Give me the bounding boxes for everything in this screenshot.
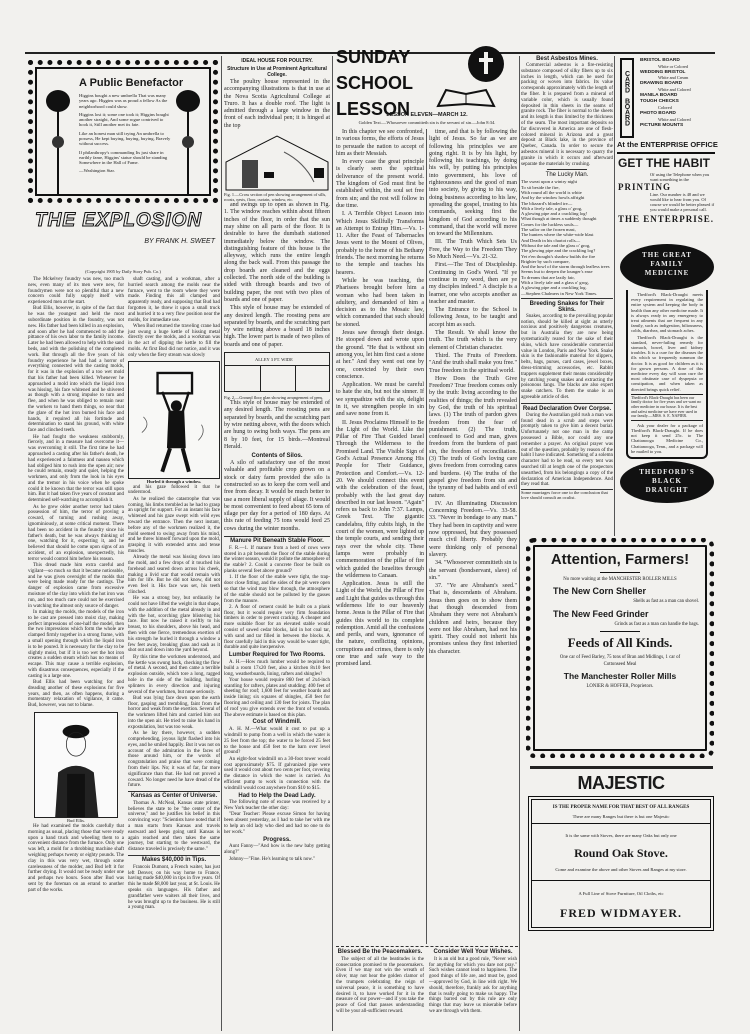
card-item-name: MANILA BOARD	[640, 92, 678, 98]
poem-line: Brighter by such compare,	[521, 258, 570, 264]
poem-line: And by the window howls affright	[521, 195, 585, 201]
divider	[530, 766, 713, 769]
card-item-name: TOUGH CHECKS	[640, 99, 679, 105]
paragraph: and swings up to open as shown in Fig. 1. The window reaches within about fifteen inches of the floor, in order that the sun may shine on all parts of the floor. It is desirable to have the dumbath stationed immediately below the window. The distinguishing feature of this house is the alleyway, which runs the entire length along the back wall. From this passage the drop boards are cleaned and the eggs collected. The north side of the building is sided with through boards and two of building paper, the rest with two plies of boards and one of paper.	[224, 202, 330, 303]
ad-text: Line. Our number is 48 and we would like to hear from you. Of course we would be better pleased if you would make a personal call.	[650, 192, 715, 212]
paragraph: In this chapter we see confronted, in various forms, the efforts of Jesus to persuade the nation to accept of him as their Messiah.	[336, 129, 424, 157]
ad-text: No more waiting at the MANCHESTER ROLLER MILLS	[563, 577, 677, 582]
paragraph: Application. We must be careful to hate the sin, but not the sinner. If we sympathize with the sin, delight in it, we strengthen people in sin and save none from it.	[336, 382, 424, 418]
card-item-name: PICTURE MOUNTS	[640, 122, 684, 128]
paragraph: Thomas A. McNeal, Kansas state printer, believes the state to be "the center of the universe," and he justifies his belief in this convincing way: "Scientists have noted that if a man starts from Kansas and travels eastward and keeps going until Kansas is again reached and then takes the same journey, but starting to the westward, the distance traveled is precisely the same."	[128, 800, 220, 853]
ad-text: There are many Ranges but there is but one Majestic	[532, 812, 710, 824]
paragraph: Application. Jesus is still the Light of the World, the Pillar of Fire and Light that guides us through this wilderness life to our heavenly home. Jesus is the Pillar of Fire that guides this world to its complete redemption. Amid all the confusions and perils, and wars, ignorance of the nature, conflicting opinions, corruptions and crimes, there is only one true and safe way to the promised land.	[336, 581, 424, 668]
paragraph: A silo of satisfactory use of the most valuable and profitable crop grown on a stock or dairy farm provided the silo is constructed so as to keep the corn well and free from decay. It would be much better to use a more liberal supply of silage. It would be most convenient to feed about 65 tons of silage per day for a period of 180 days. At this rate of feeding 75 tons would feed 25 cows during the winter months.	[224, 460, 330, 532]
column-rule	[426, 129, 427, 944]
poem-line: —Stephen Chalmers in New York Times.	[521, 290, 598, 296]
article-heading: Breeding Snakes for Their Skins.	[529, 300, 605, 313]
ad-printing: PRINTING	[618, 182, 672, 192]
paragraph: Thedford's Black-Draught is the standard, never-failing remedy for stomach, bowel, liver and kidney troubles. It is a cure for the diseases the ills which so frequently summon the doctor. It is as good for children as it is for grown persons. A dose of this medicine every day will soon cure the most obstinate case of dyspepsia or constipation, and when taken as directed brings quick relief.	[631, 334, 703, 392]
ad-text: IS THE PROPER NAME FOR THAT BEST OF ALL RANGES	[552, 805, 690, 810]
palm-tree-icon	[45, 87, 71, 197]
paragraph: The poultry house represented in the accompanying illustrations is that in use at the Nova Scotia Agricultural College at Truro. It has a double roof. The light is admitted through a large window in the front of each individual pen; it is hinged at the top	[224, 79, 330, 129]
card-item-detail: White and Colored	[658, 86, 691, 92]
diagram-label: ALLEY 3 FT. WIDE	[255, 357, 293, 363]
article-heading: Progress.	[263, 836, 291, 843]
paragraph: "Dear Teacher: Please excuse Simon for having been absent yesterday, as I had to take her with me to help an old lady who died and had no one to do her work."	[224, 812, 330, 835]
poem-line: The blizzard's blinded ire—	[521, 200, 573, 206]
paragraph: Commercial asbestos is a fire-resisting substance composed of silky fibers up to six inches in length, which can be used for packing or woven into fabrics. Its value corresponds approximately with the length of the fiber. It is prepared from a mineral of variable color, which is usually found deposited in thin sheets in the seams of granite rock. The fiber is normal to the sheets and its length is thus limited by the thickness of the seam. The most important deposits so far discovered in America are one of flesh-colored mineral in Arizona and a great deposit at Black lake, in the province of Quebec, Canada. In order to secure the asbestos mineral it is necessary to quarry the granite in which it occurs and afterward separate the materials by crushing.	[521, 63, 613, 167]
paragraph: Already the metal was hissing down into the mold, and a few drops of it touched his forehead and seared down across his cheek, making a livid scar that would remain with him for life. But he did not know, did not even feel it. His face was set, his teeth clinched.	[128, 555, 220, 595]
paragraph: The following note of excuse was received by a New York teacher the other day:	[224, 800, 330, 812]
byline: BY FRANK H. SWEET	[144, 238, 215, 245]
article-heading: Contents of Silos.	[251, 453, 303, 460]
paragraph: The subject of all the beatitudes is the consecration promised to the peacemakers. Even if we may not win the wreath of olive; may not hear the golden clamor of the trumpets celebrating the reign of universal peace, it is something to have desired it, to have worked for it in the measure of our power—and if you take the peace of God that passes understanding will be your all-sufficient reward.	[336, 956, 424, 1014]
majestic-ad	[528, 772, 714, 931]
paragraph: 34. "Whosoever committeth sin is the servant (bondservant, slave) of sin."	[429, 560, 517, 581]
poem-line: To dreams that are lazily fair,	[521, 274, 575, 280]
portrait-caption: Bud Ellis.	[66, 817, 85, 823]
paragraph: IV. An Illuminating Discussion Concerning Freedom.—Vs. 33-58. 33. "Never in bondage to any man." They had been in captivity and were now oppressed, but they possessed much civil liberty. Probably they were thinking only of personal slavery.	[429, 500, 517, 558]
paragraph: 1. If the floor of the stable were tight, the trap-door close fitting, and the sides of the pit were open so that the wind may blow through, the atmosphere of the stable should not be polluted by the gasses from the manure.	[224, 575, 330, 604]
card-board-ad	[618, 56, 715, 140]
credit: —Washington Star.	[79, 167, 115, 173]
masthead-text: SUNDAY SCHOOL LESSON	[336, 47, 413, 119]
column-3	[224, 58, 330, 863]
boy-portrait-icon	[35, 713, 117, 817]
ad-text: Of using the Telephone when you want something in the	[650, 172, 710, 182]
copyright: (Copyright 1905 by Daily Story Pub. Co.)	[85, 269, 161, 274]
paragraph: III. The Truth Which Sets Us Free, the Way to the Freedom They So Much Need.—Vs. 21-32.	[429, 239, 517, 261]
paragraph: Snakes, according to the prevailing popular notion, should be killed at sight as utterly noxious and positively dangerous creatures, but in Australia they are now being systematically reared for the sake of their skins, which have considerable commercial value in London, Paris and New York. Snake skin is the fashionable material for slippers, belts, bags, purses, card cases, jewel boxes, dress-trimming accessories, etc. Rabbit trappers supplement their means considerably by catching young snakes and extracting the poisonous fangs. The blacks are also expert snake catchers. To them the snake is an agreeable article of diet.	[521, 313, 613, 401]
mill-name: The Manchester Roller Mills	[563, 671, 677, 681]
portrait-illustration	[34, 712, 118, 818]
ad-text: A Full Line of Stove Furniture, Oil Cloths, etc	[578, 891, 664, 896]
filler-note: Some marriages force one to the conclusion that love should consult an oculist.	[521, 489, 613, 500]
product-name: The New Feed Grinder	[553, 609, 649, 619]
thedfords-logo: THEDFORD'S BLACK DRAUGHT	[620, 461, 714, 503]
poem-line: The sailor on the frozen mast,	[521, 227, 576, 233]
ad-text: It is the same with Stoves, there are many Oaks but only one	[565, 833, 677, 838]
poem-line: Yet e'en thought's shadow builds the fire	[521, 253, 596, 259]
poem-line: A glowing pipe and a crackling log!	[521, 211, 588, 217]
public-benefactor-box	[28, 60, 218, 203]
paragraph: This style of house may be extended of any desired length. The roosting pens are separated by boards, and the scratching part by wire netting above, with the doors which are hung to swing both ways. The pens are 8 by 10 feet, for 15 birds.—Montreal Herald.	[224, 400, 330, 450]
paragraph: He had examined the molds carefully that morning as usual, placing those that were ready upon a hand truck and wheeling them to a convenient distance from the furnace. Only one was left, a mold for a throbbing machine shaft weighing perhaps twenty or eighty pounds. The clay in this was very wet, through some carelessness of the molder, and Bud left it for further drying. It would not be ready under one and perhaps two hours. Soon after Bud was sent by the foreman on an errand to another part of the works.	[28, 823, 124, 893]
story-masthead	[35, 210, 215, 268]
cross-sunburst-icon	[466, 44, 506, 84]
attention-farmers-ad	[526, 538, 714, 758]
product-desc: Grinds as fast as a man can handle the bags.	[614, 622, 699, 627]
article-heading: Lumber Required for Two Rooms.	[228, 652, 326, 659]
card-item-name: DRAWING BOARD	[640, 81, 683, 87]
card-item-detail: White and Cream	[658, 75, 689, 81]
paragraph: How Does the Truth Give Freedom? True freedom comes only by the truth: living according to the realities of things; the truth revealed by God, the truth of his spiritual laws. (1) The truth of pardon gives freedom from the fear of punishment. (2) The truth, confessed to God and man, gives freedom from the burdens of past sin, the freedom of reconciliation. (3) The truth of God's loving care gives freedom from corroding cares and burdens. (4) The truths of the gospel give freedom from sin and the tyranny of bad habits and of evil nature.	[429, 375, 517, 499]
article-heading: Makes $40,000 in Tips.	[141, 857, 207, 864]
illustration-caption: Hurled it through a window.	[146, 478, 202, 484]
article-heading: Had to Help the Dead Lady.	[238, 792, 316, 799]
lesson-column-2	[429, 129, 517, 657]
poem-line: The hunters where the white-wide blast	[521, 232, 594, 238]
card-item-name: PHOTO BOARD	[640, 110, 676, 116]
figure-caption: Fig. 2.—Ground floor plan showing arrangement of pens.	[224, 395, 324, 401]
paragraph: As he lay there, however, a sudden comprehending, joyous light flashed into his eyes, and he smiled happily. But it was not on account of the admiration in the faces of those around him, or the words of congratulation and praise that were coming from their lips. No; it was of far, far more significance than that. He had not proved a coward. No longer need he have dread of the future.	[128, 731, 220, 789]
paragraph: 37. "Ye are Abraham's seed." That is, descendants of Abraham. Jesus then goes on to show them that though descended from Abraham they were not Abraham's children and heirs, because they were not like Abraham, had not his spirit. They could not inherit his promises unless they first inherited his character.	[429, 583, 517, 655]
verse: Higgins lost it; some one took it; Higgins bought another straight, And some rogue contrived to hook it, Still another met its fate.	[79, 111, 169, 128]
paragraph: I. A Terrible Object Lesson into Which Jesus Skillfully Transforms an Attempt to Entrap Him.—Vs. 1-11. After the Feast of Tabernacles Jesus went to the Mount of Olives, probably to the home of his Bethany friends. The next morning he returns to the temple and teaches his hearers.	[336, 211, 424, 276]
ad-text: Come and examine the above and other Stoves and Ranges at my store.	[532, 867, 710, 881]
poem-line: Seems but to deepen the lounger's ease	[521, 269, 593, 275]
paragraph: When Bud returned the traveling crane had just swung a huge kettle of hissing metal directly over the molds, and a workman was in the act of dipping the kettle to fill the molds. At first Bud did not notice, and it was only when the fiery stream was slowly	[128, 323, 220, 358]
black-draught-ad	[620, 244, 714, 503]
card-board-label: CARD BOARD	[620, 58, 634, 138]
paragraph: By this time the workmen understood, and the kettle was swung back, checking the flow of metal. A second, and then came a terrible explosion outside, which tore a long, ragged hole in the side of the building, hurling splinters in every direction and injuring several of the workmen, but none seriously.	[128, 654, 220, 695]
paragraph: F. R.—1. If manure from a herd of cows were stored in a pit beneath the floor of the stable during the winter season, would it pollute the atmosphere of the stable? 2. Could a concrete floor be built on planks several feet above ground?	[224, 545, 330, 575]
golden-text: Golden Text.—Whosoever committeth sin is the servant of sin.—John 8:34.	[358, 120, 496, 125]
paragraph: The Entrance to the School is following Jesus, to be taught and accept him as such.	[429, 307, 517, 328]
article-kicker: IDEAL HOUSE FOR POULTRY.	[241, 58, 313, 64]
paragraph: While he was teaching, the Pharisees brought before him a woman who had been taken in adultery, and demanded of him a decision as to the Mosaic law, which commanded that such should be stoned.	[336, 277, 424, 328]
paragraph: He was a strong boy, but ordinarily he could not have lifted the weight in that shape, with the addition of the metal already in and with the hot, scorching glare blistering his face. But now he raised it swiftly to his breast, to his shoulders, above his head, and then with one fierce, tremendous exertion of his strength he hurled it through a window a few feet away, breaking glass and sash as it shot out and down into the yard beyond.	[128, 596, 220, 654]
paragraph: Francois Dumont, a French waiter, has just left Denver, on his way home to France, having made $40,000 in tips in five years. Of this he made $8,000 last year, at St. Louis. He speaks six languages. His father and grandfather were waiters all their lives, and he was brought up to the business. He is still a young man.	[128, 864, 220, 911]
product-name: The New Corn Sheller	[553, 586, 647, 596]
tips-article	[128, 855, 220, 911]
poultry-article	[224, 58, 330, 533]
paragraph: As he grew older another terror had taken possession of him, the terror of proving a coward, of turning and rushing away, ignominiously, at some critical moment. There had been no accident in the foundry since his father's death, but he was always thinking of one, watching for it, expecting it, and he believed that should he come upon signs of an accident, of an explosion, unexpectedly, his terror would control him before his reason.	[28, 504, 124, 562]
peacemakers-article	[336, 948, 424, 1015]
paragraph: He had fought the weakness stubbornly, fiercely, and in a measure had overcome it—was overcoming it still. The first time he had approached a casting after his father's death, he had experienced a faintness and nausea which had obliged him to rush into the open air; now he could remain, steady and quiet, helping the workmen, and only from the look in his eyes and the tremor in his voice when he spoke could it be known that the terror was still upon him. But it had taken five years of constant and determined self-watching to accomplish it.	[28, 434, 124, 504]
paragraph: Thedford's Black-Draught meets every requirement in regulating the entire system and keeping the body in health than any other medicine made. It is always ready in any emergency to treat ailments that are frequent in any family, such as indigestion, biliousness, colds, diarrhea, and stomach aches.	[631, 292, 703, 334]
paragraph: shaft casting, and a workman, after a hurried search among the molds near the furnace, went to the room where they were made. Finding this all clamped and apparently ready, and supposing that Bud had forgotten it, he threw it upon a small truck and hurried it to a very flow position near the molds, for immediate use.	[128, 277, 220, 323]
enterprise-office-line: At the ENTERPRISE OFFICE	[617, 140, 715, 154]
poem-line: With round all the world is white	[521, 189, 582, 195]
paragraph: In making the molds, the models of the iron to be cast are pressed into moist clay, making perfect impressions of one-half the model, then the two impressions which form the whole are clamped firmly together in a strong frame, with a small opening through which the liquid iron is to be poured. It is necessary for the clay to be slightly moist, but if it is too wet the hot iron creates a sudden steam which has no means of escape. This may cause a terrible explosion, with disastrous consequences, especially if the casting is a large one.	[28, 609, 124, 679]
article-heading: Structure in Use at Prominent Agricultural College.	[227, 66, 327, 78]
article-heading: Manure Pit Beneath Stable Floor.	[230, 538, 324, 545]
poem-line: To sit beside the fire,	[521, 184, 560, 190]
paragraph: 2. A floor of cement could be built on a plank floor, but it would require very firm foundation timbers in order to prevent cracking. A cheaper and more suitable floor for an elevated stable would consist of sawed cedar blocks, laid in hot coal tar, with sand and tar filled in between the blocks. A floor carefully laid in this way would be water tight, durable and quite inexpensive.	[224, 604, 330, 651]
poem-line: With a lively tale, a glass o' grog,	[521, 205, 583, 211]
paragraph: In every case the great principle is clearly seen the spiritual deliverance of the present world. The kingdom of God must first be established within, the soul set free from sin; and the rest will follow in due time.	[336, 159, 424, 209]
article-heading: Kansas as Center of Universe.	[130, 793, 218, 800]
poem-line: Without the tale and the glass o' grog,	[521, 242, 591, 248]
poultry-house-cross-section-diagram	[224, 132, 330, 192]
card-item-name: BRISTOL BOARD	[640, 58, 680, 63]
paragraph: During the Australian gold rush a man was found dead in a scrub and steps were promptly taken to give him a decent burial. Unfortunately not one man in the camp possessed a Bible, nor could any one remember a prayer. An original prayer was out of the question, probably by reason of the habit I have indicated. Something of a solemn character had to be read, so every tent was searched till at length one of the prospectors unearthed, from his belongings a copy of the declaration of American Independence. And they read that.	[521, 412, 613, 488]
article-heading: Consider Well Your Wishes.	[433, 949, 513, 955]
story-column-2	[128, 277, 220, 912]
card-item-name: WEDDING BRISTOL	[640, 69, 686, 75]
story-title: THE EXPLOSION	[35, 210, 203, 231]
ad-headline: Attention, Farmers!	[550, 551, 690, 568]
card-item-detail: White and Colored	[658, 116, 691, 122]
card-items	[640, 57, 714, 128]
paragraph: Jesus saw through their design. He stooped down and wrote upon the ground. "He that is without sin among you, let him first cast a stone at her." And they went out one by one, convicted by their own conscience.	[336, 330, 424, 380]
paragraph: Your house would require 860 feet of 2x4-inch scantling for rafters, plates and studding; 400 feet of sheeting for roof; 1,600 feet for weather boards and inside lining; six squares of shingles, 450 feet for flooring and ceiling and 130 feet for joists. The plan of roof you give extends over the front of veranda. The above estimate is based on this plan.	[224, 677, 330, 718]
palm-tree-icon	[175, 87, 201, 197]
verse: Higgins bought a new umbrella That was many years ago. Higgins was as proud a fellow As the neighborhood could show.	[79, 93, 168, 109]
hurled-illustration	[128, 361, 220, 479]
paragraph: Aunt Fanny—"And how is the new baby getting along?"	[224, 844, 330, 856]
column-rule	[519, 56, 520, 1031]
poem-line: A glowing pipe and a crackling log.	[521, 285, 587, 291]
column-rule	[332, 56, 333, 1031]
proprietors: LONIER & HOFFER, Proprietors.	[586, 684, 654, 689]
verse: Like an honest man still trying An umbrella to possess, He kept buying, buying, buying, Bravely without success.	[79, 130, 171, 147]
get-the-habit-ad	[618, 156, 715, 224]
paragraph: Ask your dealer for a package of Thedford's Black-Draught. If he does not keep it send 25c. to The Chattanooga Medicine Co., Chattanooga, Tenn., and a package will be mailed to you.	[631, 422, 703, 454]
article-heading: Cost of Windmill.	[252, 719, 302, 726]
paragraph: Johnny—"Fine. He's learning to talk now."	[229, 856, 315, 862]
paragraph: and his gaze followed it that he understood.	[128, 484, 220, 496]
man-lifting-mold-icon	[129, 362, 219, 478]
lesson-column-1	[336, 129, 424, 670]
article-heading: Read Declaration Over Corpse.	[522, 405, 612, 412]
stove-name: Round Oak Stove.	[574, 846, 668, 860]
column-rule	[221, 56, 222, 1031]
ad-headline: MAJESTIC	[577, 773, 665, 793]
poem-line: The glowing pipe and the crackling log?	[521, 248, 596, 254]
floor-plan-diagram	[224, 352, 330, 392]
paragraph: This style of house may be extended of any desired length. The roosting pens are separated by boards, and the scratching part by wire netting above a board 18 inches high. The lower part is made of two plies of boards and one of paper.	[224, 305, 330, 348]
medicine-oval-logo: THE GREAT FAMILY MEDICINE	[620, 244, 714, 290]
ad-text: One car of Feed Barley, 75 tons of Bran and Midlings, 1 car of Cottonseed Meal	[559, 655, 681, 667]
kansas-article	[128, 791, 220, 853]
paragraph: II. Jesus Proclaims Himself to Be the Light of the World. Like the Pillar of Fire That Guided Israel Through the Wilderness to the Promised Land. The Visible Sign of God's Actual Presence Among His People for Their Guidance, Protection and Comfort.—Vs. 12-20. We should connect this event with the celebration of the feast, probably with the last great day described in our last lesson. "Again" refers us back to John 7:37. Lamps, Greek Text. The gigantic candelabra, fifty cubits high, in the court of the women, were lighted up the temple courts, and sending their rays over the whole city. These lamps were probably in commemoration of the pillar of fire which guided the Israelites through the wilderness to Canaan.	[336, 419, 424, 579]
paragraph: This dread made him extra careful and vigilant—so much so that it became noticeable, and he was given oversight of the molds that were being made ready for the castings. The danger of explosion came from excessive moisture of the clay into which the hot iron was run, and too much care could not be exercised in watching the almost only source of danger.	[28, 563, 124, 609]
poem-line: What though at times a suddenly thought	[521, 216, 597, 222]
card-item-detail: White or Colored	[658, 63, 689, 69]
paragraph: A. H.—How much lumber would be required to build a room 17x20 feet, also a kitchen 8x10 feet long, weatherboards, lining, rafters and shingles?	[224, 660, 330, 677]
column-rule	[614, 56, 615, 536]
paragraph: The Result. Ye shall know the truth. The truth which is the very element of Christian character.	[429, 330, 517, 351]
poem-line: The sweat upon a wintry night	[521, 179, 578, 185]
testimonial: Thedford's Black-Draught has been our family doctor for five years and we want no other medicine in our house. It is the best and safest medicine we have ever used in our family.—MRS. S. E. NAPIER.	[631, 394, 703, 421]
divider	[336, 946, 518, 947]
dealer-name: FRED WIDMAYER.	[559, 906, 682, 920]
verse: If philanthropy's commanding Its just share in earthly fame, Higgins' statue should be standing Somewhere in the Hall of Fame.	[79, 149, 168, 166]
paragraph: An eight-foot windmill on a 30-foot tower would cost approximately $75. If galvanized pipe were used it would cost about two cents per foot, covering the distance in which the water is carried. An efficient pump to work in connection with the windmill would cost anywhere from $10 to $15.	[224, 756, 330, 791]
article-heading: Best Asbestos Mines.	[536, 56, 598, 62]
wishes-article	[429, 948, 517, 1015]
paragraph: The Mckelvey foundry was new, too much new, even many of its men were new, for foundrymen were not so plentiful that a new concern could fully supply itself with experienced men at the start.	[28, 277, 124, 306]
paragraph: First.—The Test of Discipleship. Continuing in God's Word. "If ye continue in my word, then are ye my disciples indeed." A disciple is a learner, one who accepts another as teacher and master.	[429, 262, 517, 305]
article-heading: Blessed Be the Peacemakers.	[337, 949, 423, 955]
paragraph: Bud was lying face down upon the earth floor, gasping and trembling, faint from the horror and weak from the exertion. Several of the workmen lifted him and carried him out into the open air. He tried to raise his hand in expostulation, but was too weak.	[128, 695, 220, 730]
figure-caption: Fig. 1.—Cross section of pen showing arrangement of sills, roosts, nests, floor, curtain, window, etc.	[224, 192, 327, 203]
paragraph: A. H. M.—What would it cost to put up a windmill to pump from a well in which the water is 25 feet from the top; the water to be forced 25 feet to the house and 450 feet to the barn over level ground?	[224, 727, 330, 756]
card-item-detail: Colored	[658, 104, 672, 110]
paragraph: time, and that is by following the light of Jesus. So far as we are following his principles we are going right. It is by his light, by following his teachings, by doing his will, by putting his principles into government, his love of righteousness and the good of man into society, by giving to his way, doing business according to his law, spreading the gospel, trusting to his commands, seeking first the kingdom of God according to his command, that the world will move on toward the Millennium.	[429, 129, 517, 238]
paragraph: Bud Ellis had been watching for and dreading another of these explosions for five years, and then, as often happens, during a momentary relaxation of vigilance, it came. Bud, however, was not to blame.	[28, 679, 124, 709]
ad-signature: THE ENTERPRISE.	[618, 214, 715, 224]
poem-line: And the howl of the storm through leafless trees	[521, 264, 610, 270]
miscellany-column	[521, 54, 613, 500]
poem-line: With a lively tale and a glass o' grog,	[521, 279, 589, 285]
lesson-title: LESSON ELEVEN—MARCH 12.	[386, 112, 468, 118]
poem-line: Comes for the luckless souls—	[521, 221, 579, 227]
ad-title: A Public Benefactor	[79, 77, 184, 89]
paragraph: As he realized the catastrophe that was coming, his limbs trembled as he had to grasp an upright for support. For an instant his face whitened and his gaze swept with wild eyes toward the entrance. Then the next instant, before any of the workmen realized it, the mold seemed to swing away from his mind, and he threw himself forward upon the mold, grasping it with extended arms and tense muscles.	[128, 496, 220, 554]
poem	[521, 179, 613, 296]
story-column-1	[28, 277, 124, 894]
paragraph: It is an old but a good rule, "Never wish for anything for which you dare not pray." Such wishes cannot lead to happiness. The good things of life are, and must be, good—approved by God, in line with right. We should, therefore, frankly ask for anything that is really going to make us happy. The things barred out by this rule are only things that may leave us miserable before we are through with them.	[429, 956, 517, 1014]
farm-questions	[224, 536, 330, 862]
ad-headline: GET THE HABIT	[618, 156, 710, 170]
poem-line: And Death in his chariot rolls—	[521, 237, 581, 243]
paragraph: Bud Ellis, however, in spite of the fact that he was the youngest and held the most subordinate position in the foundry, was not new. His father had been killed in an explosion, and soon after he had commenced to add the pittance of his own labor to the family income. Later he had been allowed to help with the sand beds, and with the polishing of the completed work. But through all the five years of his foundry experience he had had a horror of everything connected with the casting molds, for it was in the explosion of a too wet mold that his father had been killed. Whenever he approached a mold into which the liquid iron was hissing, his face whitened and he shivered as though with a strong impulse to turn and flee, and when he was obliged to remain near the workers to hand them things, so near that the glare of the hot iron burned his face and hands, it required all his fortitude and determination to stand his ground, with white face and clinched teeth.	[28, 306, 124, 434]
product-desc: Shells as fast as a man can shovel.	[633, 599, 699, 604]
poem-title: The Lucky Man.	[545, 172, 589, 179]
ad-subheadline: Feeds of All Kinds.	[567, 635, 673, 650]
paragraph: Third. The Fruits of Freedom. "And the truth shall make you free." True freedom in the spiritual world.	[429, 352, 517, 374]
